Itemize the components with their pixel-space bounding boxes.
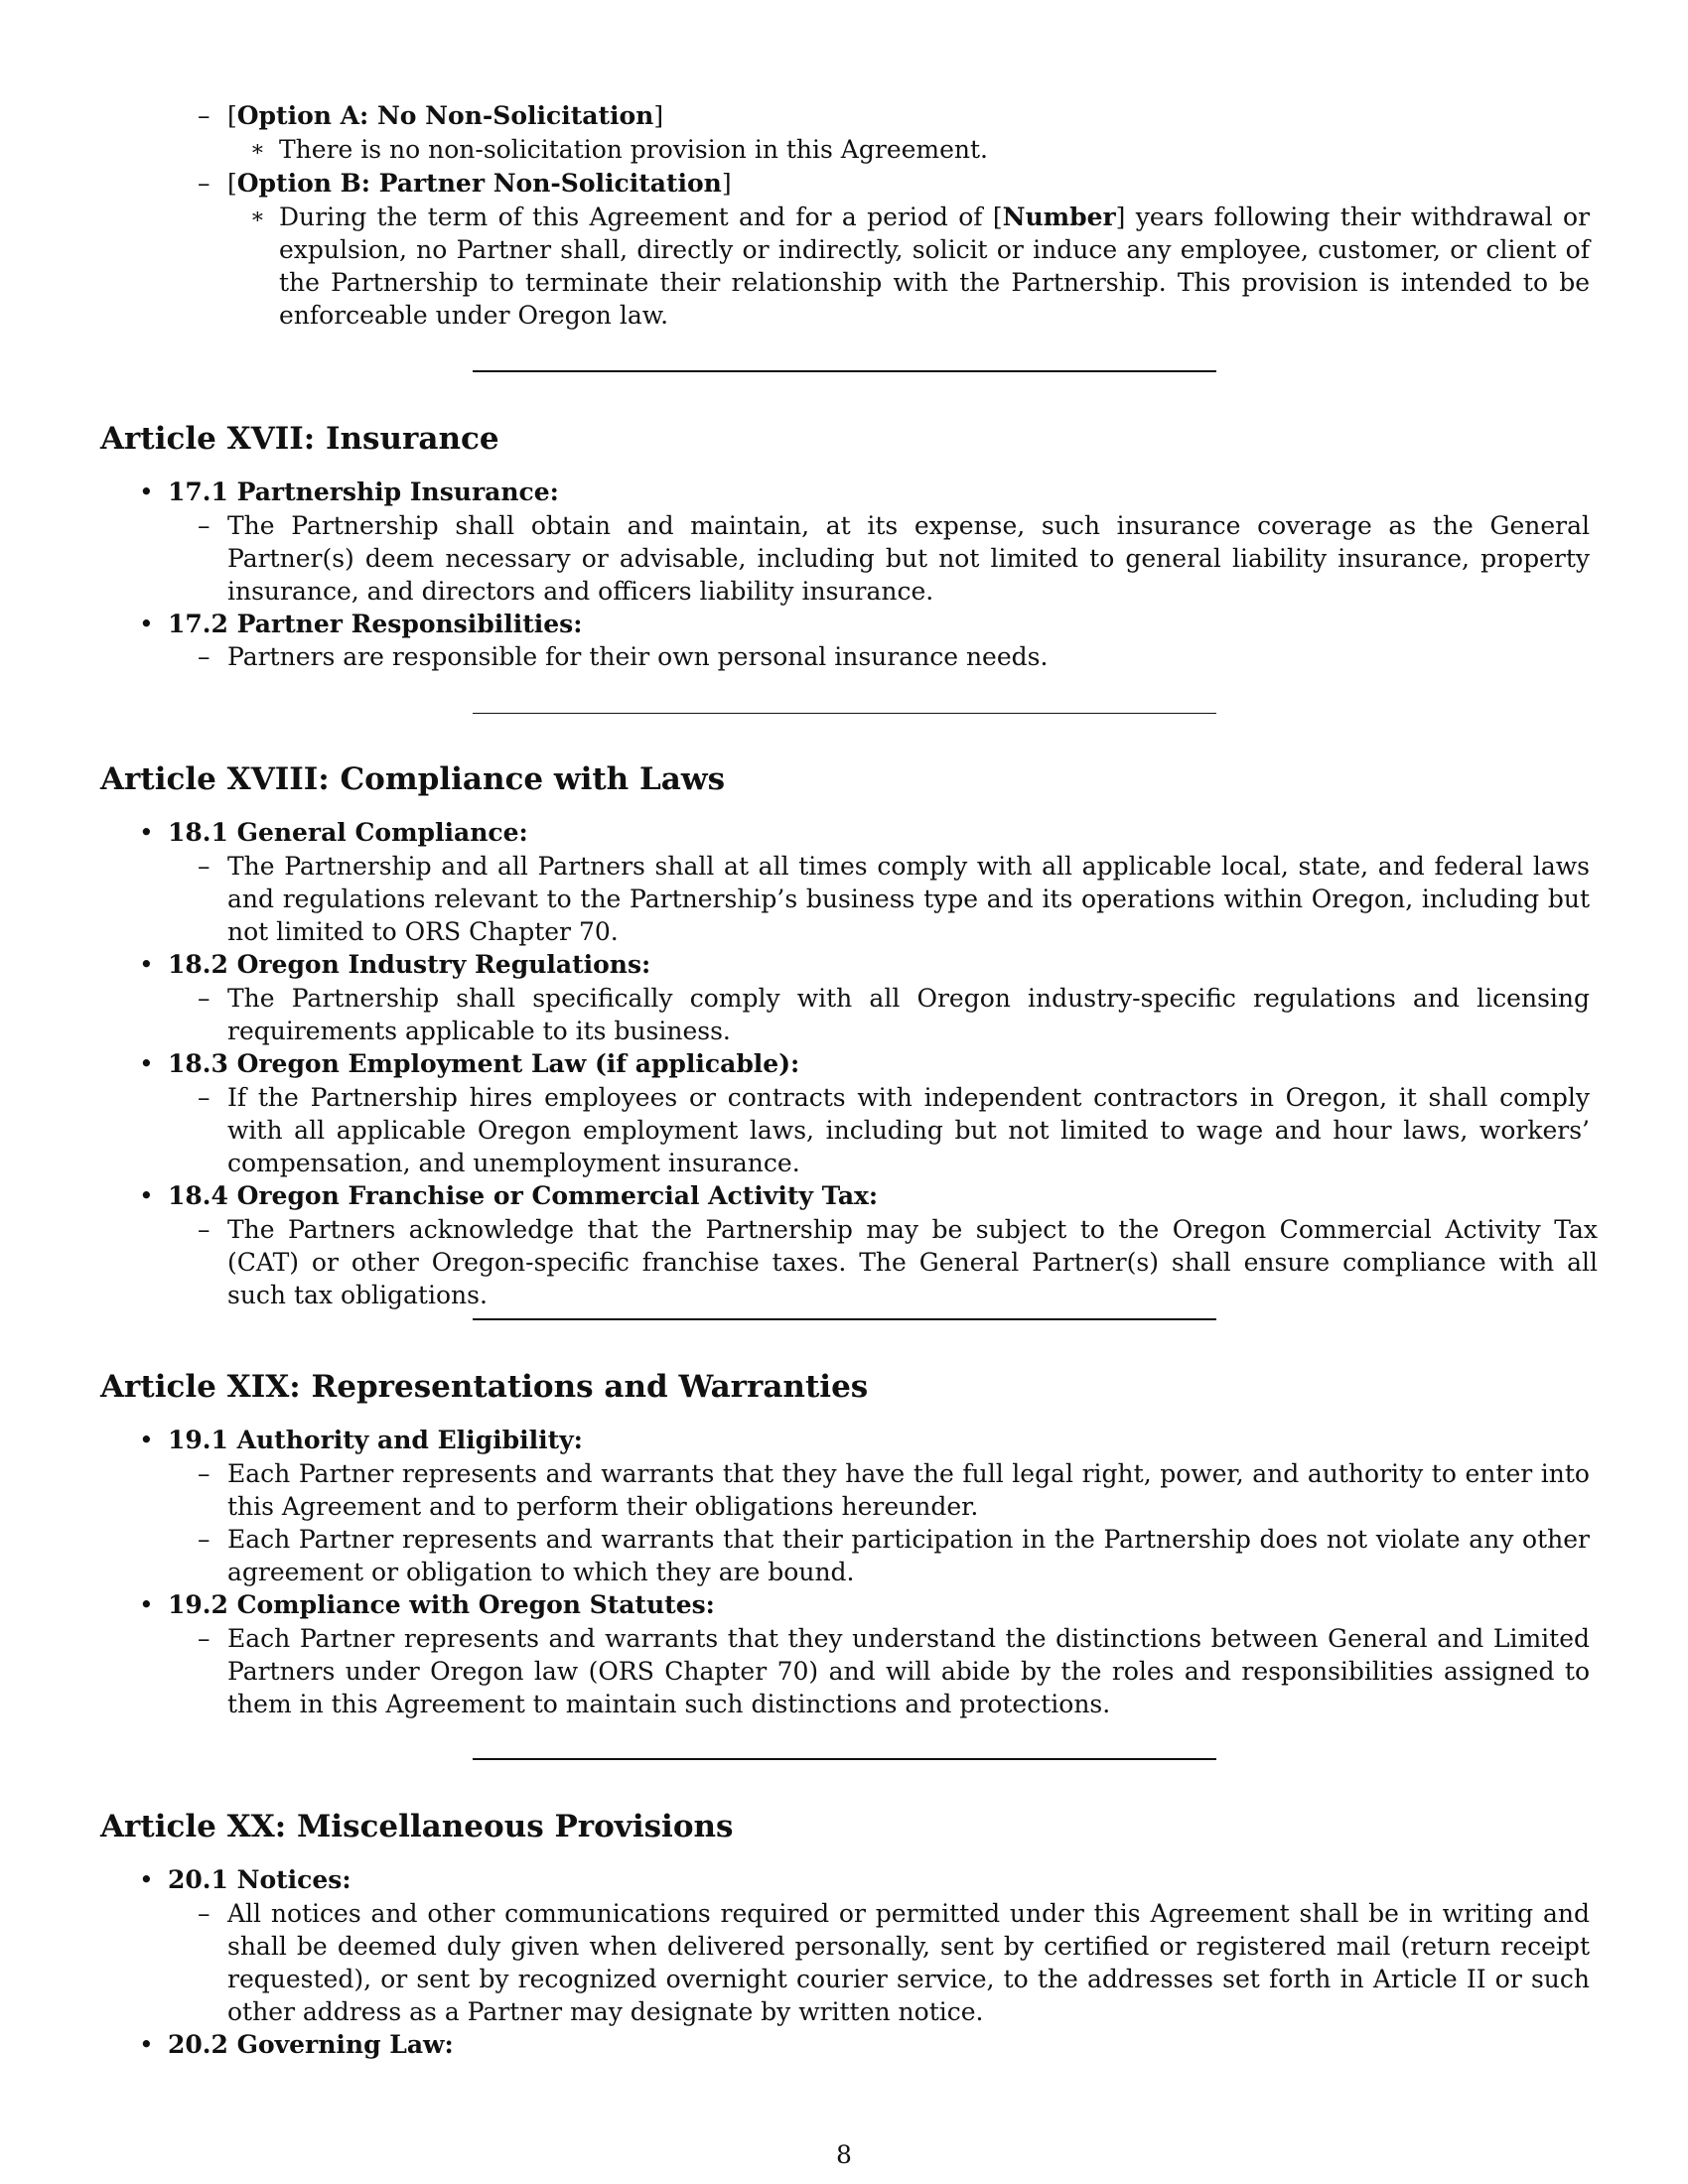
section-18-1-title: 18.1 General Compliance: — [168, 818, 528, 847]
section-17-1-text: The Partnership shall obtain and maintain, at its expense, such insurance coverage as the General Partner(s) deem necessary or advisable, including but not limited to general liability insurance, property insurance, and directors and officers liability insurance. — [227, 511, 1590, 606]
list-bullet: • — [139, 818, 154, 847]
list-dash: – — [198, 1215, 211, 1244]
option-a-text: There is no non-solicitation provision in this Agreement. — [279, 135, 989, 164]
section-17-1-title: 17.1 Partnership Insurance: — [168, 478, 559, 506]
list-bullet: • — [139, 1181, 154, 1210]
list-bullet: • — [139, 1426, 154, 1454]
section-19-2-title: 19.2 Compliance with Oregon Statutes: — [168, 1590, 715, 1619]
article-18-heading: Article XVIII: Compliance with Laws — [100, 761, 726, 797]
list-dash: – — [198, 1624, 211, 1653]
list-bullet: • — [139, 1590, 154, 1619]
section-19-1-text-a: Each Partner represents and warrants that they have the full legal right, power, and authority to enter into this Agreement and to perform their obligations hereunder. — [227, 1459, 1590, 1521]
option-b-title: [Option B: Partner Non-Solicitation] — [227, 169, 732, 198]
list-bullet: • — [139, 610, 154, 638]
section-19-2-text: Each Partner represents and warrants that they understand the distinctions between General and Limited Partners under Oregon law (ORS Chapter 70) and will abide by the roles and responsibilities assigned to them in this Agreement to maintain such distinctions and protections. — [227, 1624, 1590, 1718]
option-a-title: [Option A: No Non-Solicitation] — [227, 101, 664, 130]
section-divider — [473, 1318, 1216, 1320]
list-dash: – — [198, 984, 211, 1013]
section-19-1-text-b: Each Partner represents and warrants that their participation in the Partnership does not violate any other agreement or obligation to which they are bound. — [227, 1525, 1590, 1586]
section-17-2-text: Partners are responsible for their own personal insurance needs. — [227, 642, 1049, 671]
page-number: 8 — [836, 2140, 852, 2169]
list-dash: – — [198, 1525, 211, 1554]
list-dash: – — [198, 169, 211, 198]
section-18-2-title: 18.2 Oregon Industry Regulations: — [168, 950, 651, 979]
list-dash: – — [198, 101, 211, 130]
list-bullet: • — [139, 478, 154, 506]
section-divider — [473, 1758, 1216, 1760]
article-17-heading: Article XVII: Insurance — [100, 421, 499, 457]
section-20-1-title: 20.1 Notices: — [168, 1865, 352, 1894]
list-star: ∗ — [250, 205, 265, 229]
list-dash: – — [198, 642, 211, 671]
section-18-1-text: The Partnership and all Partners shall at all times comply with all applicable local, state, and federal laws and regulations relevant to the Partnership’s business type and its operations within Oregon, including but not limited to ORS Chapter 70. — [227, 852, 1590, 946]
list-bullet: • — [139, 1865, 154, 1894]
list-bullet: • — [139, 950, 154, 979]
article-20-heading: Article XX: Miscellaneous Provisions — [100, 1809, 734, 1844]
list-bullet: • — [139, 1049, 154, 1078]
option-b-text: During the term of this Agreement and for a period of [Number] years following their withdrawal or expulsion, no Partner shall, directly or indirectly, solicit or induce any employee, customer, or client of the Partnership to terminate their relationship with the Partnership. This provision is intended to be enforceable under Oregon law. — [279, 203, 1591, 330]
section-19-1-title: 19.1 Authority and Eligibility: — [168, 1426, 583, 1454]
section-20-1-text: All notices and other communications required or permitted under this Agreement shall be in writing and shall be deemed duly given when delivered personally, sent by certified or registered mail (return receipt requested), or sent by recognized overnight courier service, to the addresses set forth in Article II or such other address as a Partner may designate by written notice. — [227, 1899, 1590, 2026]
list-star: ∗ — [250, 137, 265, 162]
list-dash: – — [198, 1083, 211, 1112]
section-18-2-text: The Partnership shall specifically comply with all Oregon industry-specific regulations and licensing requirements applicable to its business. — [227, 984, 1590, 1045]
section-17-2-title: 17.2 Partner Responsibilities: — [168, 610, 583, 638]
section-18-4-text: The Partners acknowledge that the Partnership may be subject to the Oregon Commercial Activity Tax (CAT) or other Oregon-specific franchise taxes. The General Partner(s) shall ensure compliance with all such tax obligations. — [227, 1215, 1598, 1309]
list-bullet: • — [139, 2030, 154, 2059]
list-dash: – — [198, 1459, 211, 1488]
section-18-4-title: 18.4 Oregon Franchise or Commercial Activity Tax: — [168, 1181, 879, 1210]
article-19-heading: Article XIX: Representations and Warranties — [100, 1369, 869, 1405]
list-dash: – — [198, 511, 211, 540]
section-18-3-title: 18.3 Oregon Employment Law (if applicable): — [168, 1049, 800, 1078]
section-18-3-text: If the Partnership hires employees or contracts with independent contractors in Oregon, it shall comply with all applicable Oregon employment laws, including but not limited to wage and hour laws, workers’ compensation, and unemployment insurance. — [227, 1083, 1590, 1177]
section-20-2-title: 20.2 Governing Law: — [168, 2030, 454, 2059]
section-divider — [473, 713, 1216, 714]
list-dash: – — [198, 852, 211, 881]
section-divider — [473, 370, 1216, 372]
list-dash: – — [198, 1899, 211, 1928]
